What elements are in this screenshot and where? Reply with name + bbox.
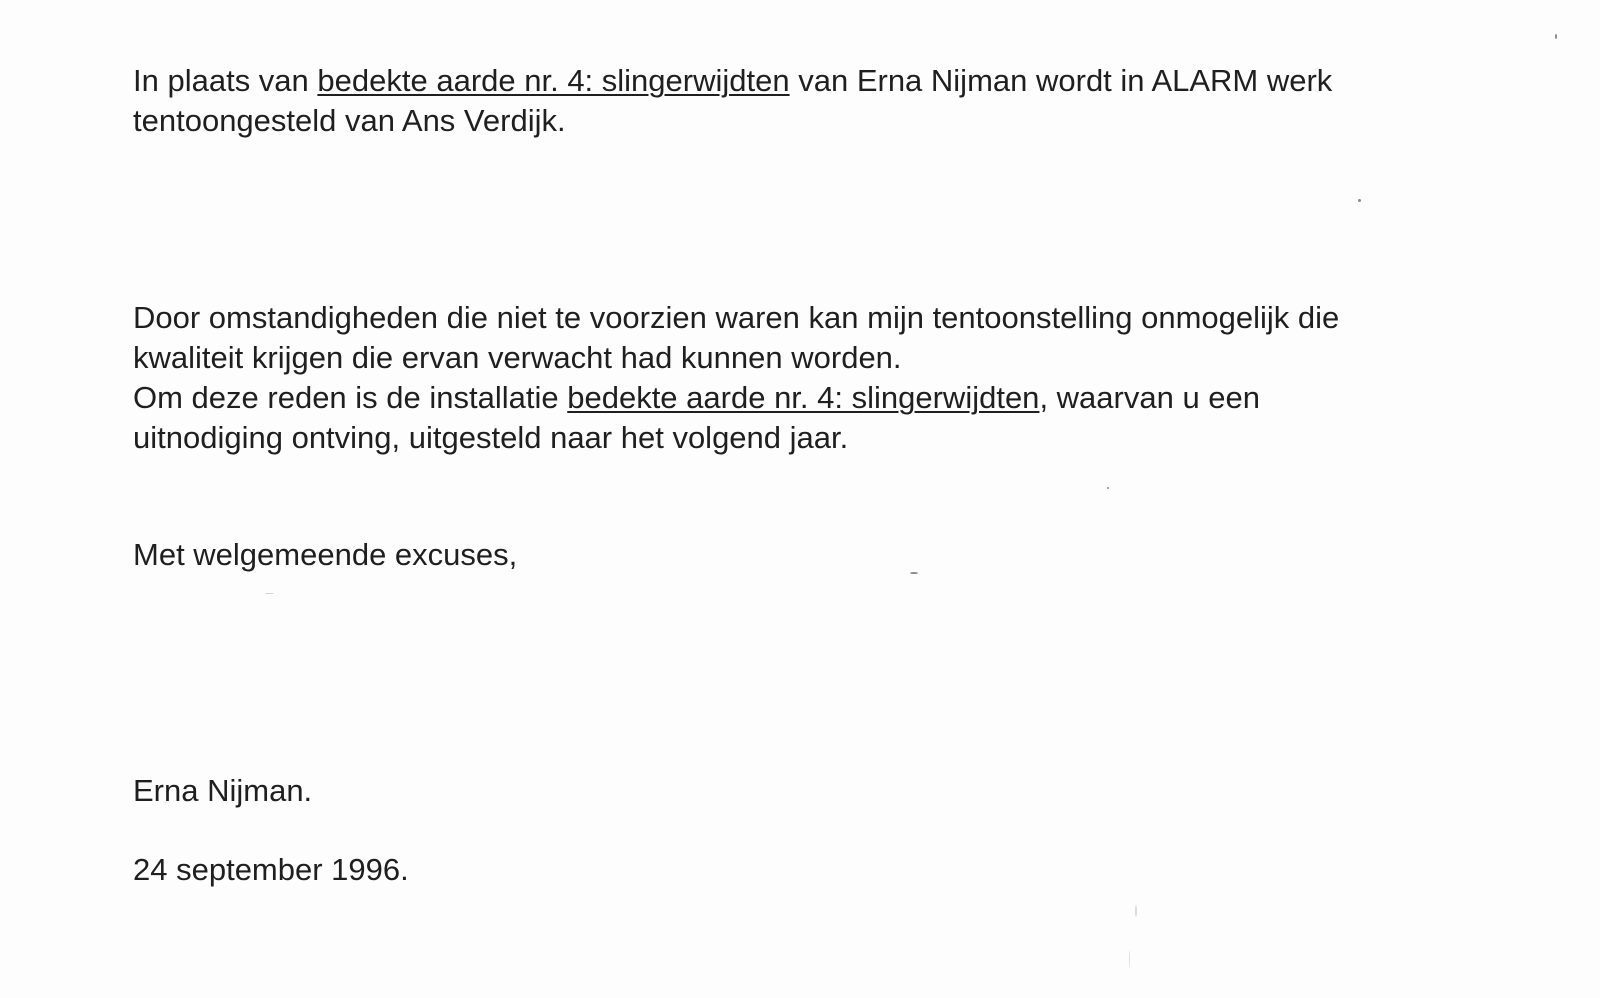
underlined-work-title: bedekte aarde nr. 4: slingerwijdten: [567, 380, 1040, 415]
text: tentoongesteld van Ans Verdijk.: [133, 103, 566, 138]
scan-speck: [1555, 34, 1557, 39]
text: Om deze reden is de installatie: [133, 380, 568, 415]
closing-line: Met welgemeende excuses,: [133, 537, 518, 572]
text: uitnodiging ontving, uitgesteld naar het volgend jaar.: [133, 420, 849, 455]
text: Door omstandigheden die niet te voorzien waren kan mijn tentoonstelling onmogelijk die: [133, 300, 1340, 335]
scan-speck: [265, 593, 274, 594]
scan-speck: [910, 572, 918, 574]
paragraph-explanation: [133, 298, 1573, 458]
paragraph-replacement-notice: [133, 61, 1573, 141]
letter-date: 24 september 1996.: [133, 852, 409, 887]
signature-name: Erna Nijman.: [133, 773, 313, 808]
scan-speck: [1135, 905, 1137, 917]
text: kwaliteit krijgen die ervan verwacht had kunnen worden.: [133, 340, 902, 375]
text: In plaats van: [133, 63, 318, 98]
scan-speck: [1129, 950, 1130, 968]
scan-speck: [1358, 199, 1361, 202]
text: van Erna Nijman wordt in ALARM werk: [789, 63, 1333, 98]
underlined-work-title: bedekte aarde nr. 4: slingerwijdten: [317, 63, 790, 98]
scan-speck: [1107, 487, 1109, 489]
text: , waarvan u een: [1039, 380, 1261, 415]
